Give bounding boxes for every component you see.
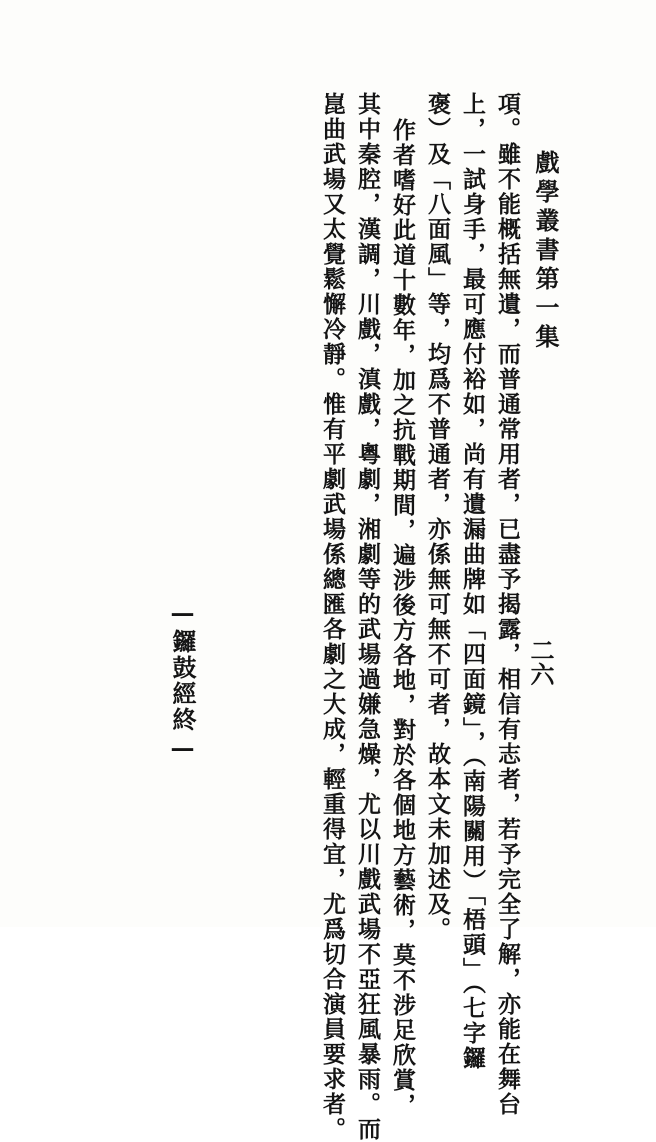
text-column: 崑曲武場又太覺鬆懈冷靜。惟有平劇武場係總匯各劇之大成，輕重得宜，尤爲切合演員要求者。: [319, 92, 346, 1142]
text-column: 項。雖不能概括無遺，而普通常用者，已盡予揭露，相信有志者，若予完全了解，亦能在舞台: [494, 92, 521, 1117]
text-column: 褒）及「八面風」等，均爲不普通者，亦係無可無不可者，故本文未加述及。: [424, 92, 451, 942]
text-column: 上，一試身手，最可應付裕如，尚有遺漏曲牌如「四面鏡」，（南陽關用）「梧頭」（七字鑼: [459, 92, 486, 1071]
text-column: 作者嗜好此道十數年，加之抗戰期間，遍涉後方各地，對於各個地方藝術，莫不涉足欣賞，: [389, 118, 416, 1118]
text-column: 其中秦腔，漢調，川戲，滇戲，粵劇，湘劇等的武場過嫌急燥，尤以川戲武場不亞狂風暴雨。而: [354, 92, 381, 1142]
closing-mark: —鑼鼓經終—: [168, 598, 197, 764]
running-header: 戲學叢書第一集: [531, 150, 560, 353]
page-number: 二六: [526, 638, 555, 686]
